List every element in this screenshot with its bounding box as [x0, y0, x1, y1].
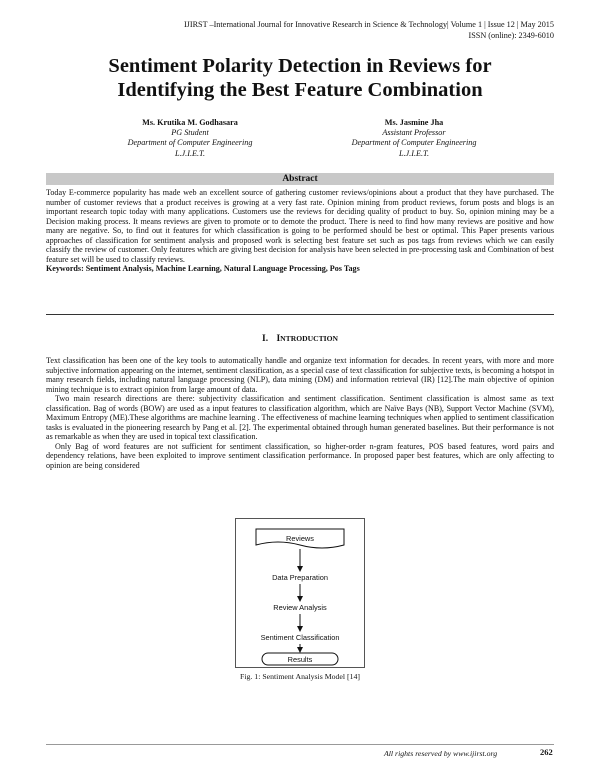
author-dept: Department of Computer Engineering	[351, 138, 477, 148]
figure-caption: Fig. 1: Sentiment Analysis Model [14]	[240, 672, 360, 681]
abstract-body	[46, 188, 554, 274]
abstract-paragraph: Today E-commerce popularity has made web an excellent source of gathering customer reviews/opinions about a product that they have purchased. The number of customer reviews that a product receives is growing at a very fast rate. Opinion mining from product reviews, forum posts and blogs is an important research topic today with many applications. Customers use the reviews for deciding quality of product to buy. So, opinion mining may be a Decision making process. It means reviews are given to promote or to demote the product. There is need to find how many reviews are positive and how many are negative. So, to find out it features for which classification is going to be performed should be best or optimal. This Paper presents various approaches of classification for sentiment analysis and proposed work is selecting best feature set such as pos tags from reviews which we can easily classify the review of customer. Only features which are giving best decision for analysis have been selected in pre-processing task and Combination of best feature set will be used to classify reviews.	[46, 188, 554, 264]
abstract-divider	[46, 314, 554, 315]
paper-title-line1: Sentiment Polarity Detection in Reviews for	[108, 55, 492, 77]
section-heading-introduction	[46, 334, 554, 344]
keywords: Keywords: Sentiment Analysis, Machine Learning, Natural Language Processing, Pos Tags	[46, 264, 360, 274]
introduction-body	[46, 356, 554, 471]
paper-title-line2: Identifying the Best Feature Combination	[117, 79, 483, 101]
page-number: 262	[540, 747, 553, 757]
author-block-1	[80, 118, 300, 159]
section-title-initial: I	[276, 334, 281, 344]
intro-paragraph-2: Two main research directions are there: subjectivity classification and sentiment classification. Sentiment classification is almost same as text classification. Bag of words (BOW) are used as a input features to classification algorithm, which are Naïve Bays (NB), Support Vector Machine (SVM), Maximum Entropy (ME).These algorithms are machine learning . The effectiveness of machine learning techniques when applied to sentiment classification tasks is evaluated in the pioneering research by Pang et al. [2]. The experimental obtained through human generated baselines. But their performance is not as remarkable as when they are used in topical text classification.	[46, 394, 554, 442]
journal-header-issn: ISSN (online): 2349-6010	[468, 30, 554, 40]
flowchart	[236, 519, 364, 667]
paper-title	[30, 54, 570, 102]
flow-step-sentiment-classification: Sentiment Classification	[260, 633, 340, 642]
flow-step-data-preparation: Data Preparation	[272, 573, 328, 582]
journal-header	[184, 20, 554, 41]
section-title-rest: NTRODUCTION	[280, 334, 338, 343]
author-name: Ms. Jasmine Jha	[384, 118, 444, 127]
footer-rights: All rights reserved by www.ijirst.org	[384, 749, 498, 758]
author-role: Assistant Professor	[382, 128, 446, 138]
intro-paragraph-1: Text classification has been one of the key tools to automatically handle and organize text information for decades. In recent years, with more and more subjective information appearing on the internet, sentiment classification, as a special case of text classification for subjective texts, is becoming a hotspot in many research fields, including natural language processing (NLP), data mining (DM) and information retrieval (IR) [12].The main objective of opinion mining technique is to extract opinion from large amount of data.	[46, 356, 554, 394]
figure-sentiment-model	[235, 518, 365, 668]
journal-header-line1: IJIRST –International Journal for Innovative Research in Science & Technology| Volume 1 | Issue 12 | May 2015	[183, 20, 554, 29]
author-inst: L.J.I.E.T.	[398, 148, 430, 158]
author-name: Ms. Krutika M. Godhasara	[142, 118, 238, 127]
author-block-2	[304, 118, 524, 159]
flow-step-results: Results	[287, 655, 313, 664]
author-dept: Department of Computer Engineering	[127, 138, 253, 148]
flow-step-review-analysis: Review Analysis	[273, 603, 327, 612]
abstract-heading: Abstract	[46, 173, 554, 185]
footer-divider	[46, 744, 554, 745]
intro-paragraph-3: Only Bag of word features are not sufficient for sentiment classification, so higher-order n-gram features, POS based features, word pairs and dependency relations, have been exploited to improve sentiment classification performance. In proposed paper best features, which are only affecting to opinion are being considered	[46, 441, 554, 471]
flow-step-reviews: Reviews	[286, 534, 314, 543]
section-number: I.	[262, 334, 269, 344]
author-inst: L.J.I.E.T.	[174, 148, 206, 158]
author-role: PG Student	[171, 128, 209, 138]
